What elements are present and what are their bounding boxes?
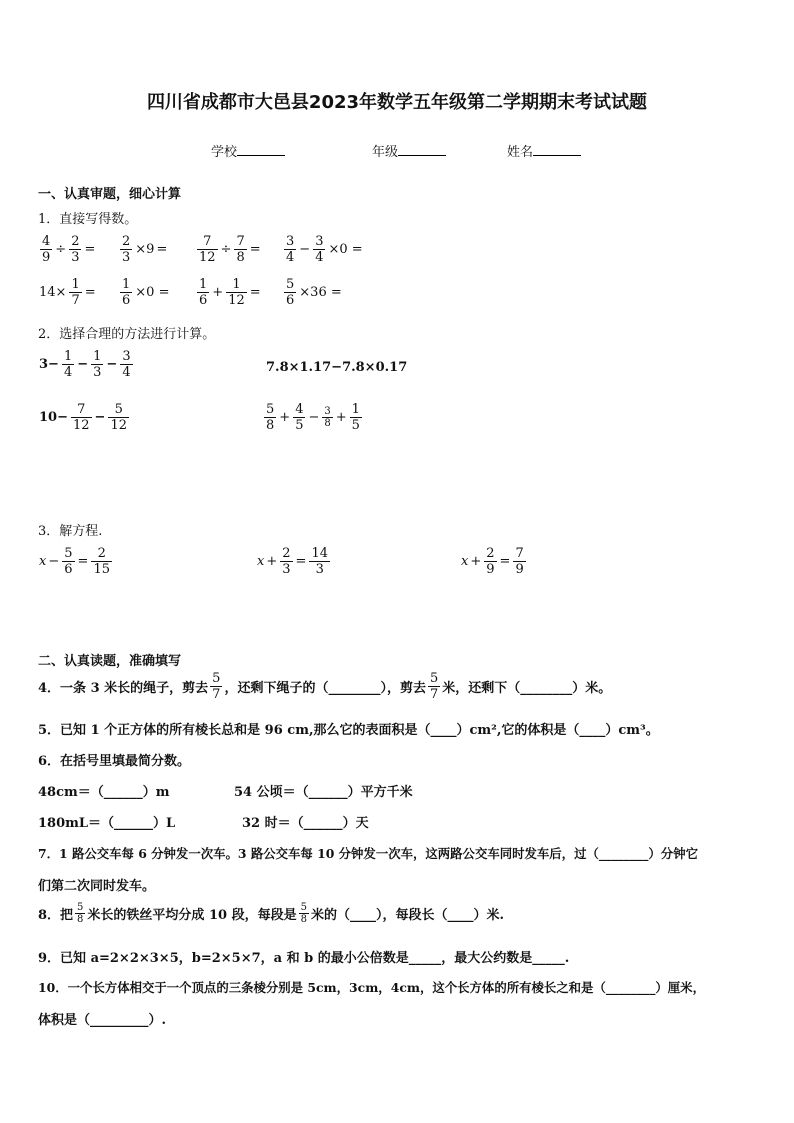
- q1-item-3: $\frac{7}{12}$ ÷ $\frac{7}{8}$ =: [199, 234, 261, 265]
- q10-line1: 10．一个长方体相交于一个顶点的三条棱分别是 5cm，3cm，4cm，这个长方体的所有棱长之和是（________）厘米，: [38, 980, 705, 995]
- q2-title: 2．选择合理的方法进行计算。: [38, 327, 216, 342]
- q3-eq-2: x + $\frac{2}{3}$ = $\frac{14}{3}$: [257, 546, 328, 577]
- fraction: $\frac{2}{9}$: [486, 546, 495, 577]
- fraction: $\frac{1}{4}$: [63, 349, 73, 380]
- fraction: $\frac{2}{3}$: [71, 234, 80, 265]
- q4: 4．一条 3 米长的绳子，剪去 $\frac{5}{7}$ ，还剩下绳子的（________），剪去 $\frac{5}{7}$ 米，还剩下（________）米。: [38, 671, 612, 702]
- q2-expr-2: 7.8×1.17−7.8×0.17: [266, 360, 408, 375]
- fraction: $\frac{2}{3}$: [122, 234, 131, 265]
- q1-item-5: 14× $\frac{1}{7}$ =: [39, 277, 96, 308]
- q1-item-4: $\frac{3}{4}$ − $\frac{3}{4}$ ×0 =: [286, 234, 363, 265]
- fraction: $\frac{2}{3}$: [282, 546, 291, 577]
- section2-heading: 二、认真读题，准确填写: [38, 654, 182, 669]
- q8: 8．把 $\frac{5}{8}$ 米长的铁丝平均分成 10 段，每段是 $\frac{5}{8}$ 米的（____），每段长（____）米.: [38, 902, 504, 925]
- fraction: $\frac{5}{7}$: [212, 671, 221, 702]
- fraction: $\frac{5}{6}$: [64, 546, 73, 577]
- name-label: 姓名: [507, 145, 534, 160]
- q6-title: 6．在括号里填最简分数。: [38, 754, 191, 769]
- fraction: $\frac{14}{3}$: [311, 546, 328, 577]
- fraction: $\frac{7}{12}$: [199, 234, 216, 265]
- fraction: $\frac{2}{15}$: [93, 546, 110, 577]
- q7-line2: 们第二次同时发车。: [38, 879, 156, 894]
- name-blank: [533, 143, 581, 156]
- grade-blank: [398, 143, 446, 156]
- name-field: [507, 141, 581, 160]
- grade-label: 年级: [372, 145, 399, 160]
- fraction: $\frac{5}{8}$: [300, 902, 307, 925]
- page-title: 四川省成都市大邑县2023年数学五年级第二学期期末考试试题: [146, 92, 648, 113]
- q3-eq-3: x + $\frac{2}{9}$ = $\frac{7}{9}$: [461, 546, 524, 577]
- fraction: $\frac{5}{12}$: [110, 402, 127, 433]
- fraction: $\frac{7}{8}$: [236, 234, 245, 265]
- fraction: $\frac{7}{9}$: [515, 546, 524, 577]
- q1-item-7: $\frac{1}{6}$ + $\frac{1}{12}$ =: [199, 277, 261, 308]
- fraction: $\frac{1}{6}$: [122, 277, 131, 308]
- fraction: $\frac{5}{6}$: [286, 277, 295, 308]
- q9: 9．已知 a=2×2×3×5，b=2×5×7，a 和 b 的最小公倍数是_____，最大公约数是_____.: [38, 951, 570, 966]
- q2-expr-3: 10− $\frac{7}{12}$ − $\frac{5}{12}$: [39, 402, 127, 433]
- q2-expr-1: 3− $\frac{1}{4}$ − $\frac{1}{3}$ − $\frac{3}{4}$: [39, 349, 131, 380]
- fraction: $\frac{7}{12}$: [72, 402, 90, 433]
- fraction: $\frac{1}{7}$: [71, 277, 80, 308]
- school-label: 学校: [211, 145, 238, 160]
- q6-c: 180mL＝（______）L: [38, 816, 176, 831]
- q1-item-2: $\frac{2}{3}$ ×9 =: [122, 234, 168, 265]
- fraction: $\frac{5}{7}$: [429, 671, 439, 702]
- fraction: $\frac{1}{3}$: [93, 349, 102, 380]
- q3-title: 3．解方程.: [38, 524, 103, 539]
- fraction: $\frac{3}{4}$: [286, 234, 295, 265]
- grade-field: [372, 141, 446, 160]
- fraction: $\frac{3}{4}$: [122, 349, 131, 380]
- q1-item-6: $\frac{1}{6}$ ×0 =: [122, 277, 170, 308]
- q3-eq-1: x − $\frac{5}{6}$ = $\frac{2}{15}$: [39, 546, 110, 577]
- fraction: $\frac{1}{12}$: [228, 277, 245, 308]
- fraction: $\frac{4}{9}$: [42, 234, 51, 265]
- q2-expr-4: $\frac{5}{8}$ + $\frac{4}{5}$ − $\frac{3}{8}$ + $\frac{1}{5}$: [266, 402, 360, 433]
- q1-title: 1．直接写得数。: [38, 212, 138, 227]
- fraction: $\frac{4}{5}$: [295, 402, 304, 433]
- q1-item-1: $\frac{4}{9}$ ÷ $\frac{2}{3}$ =: [42, 234, 96, 265]
- fraction: $\frac{5}{8}$: [77, 902, 84, 925]
- school-blank: [237, 143, 285, 156]
- q7-line1: 7．1 路公交车每 6 分钟发一次车。3 路公交车每 10 分钟发一次车，这两路公交车同时发车后，过（________）分钟它: [38, 846, 698, 861]
- q5: 5．已知 1 个正方体的所有棱长总和是 96 cm,那么它的表面积是（____）cm²,它的体积是（____）cm³。: [38, 723, 659, 738]
- fraction: $\frac{1}{6}$: [199, 277, 208, 308]
- section1-heading: 一、认真审题，细心计算: [38, 187, 182, 202]
- q6-d: 32 时＝（______）天: [242, 816, 369, 831]
- fraction: $\frac{1}{5}$: [351, 402, 360, 433]
- fraction: $\frac{3}{8}$: [324, 406, 331, 429]
- fraction: $\frac{5}{8}$: [266, 402, 275, 433]
- q6-b: 54 公顷＝（______）平方千米: [234, 785, 413, 800]
- school-field: [211, 141, 285, 160]
- q1-item-8: $\frac{5}{6}$ ×36 =: [286, 277, 342, 308]
- q6-a: 48cm＝（______）m: [38, 785, 170, 800]
- fraction: $\frac{3}{4}$: [315, 234, 324, 265]
- q10-line2: 体积是（_________）.: [38, 1013, 167, 1028]
